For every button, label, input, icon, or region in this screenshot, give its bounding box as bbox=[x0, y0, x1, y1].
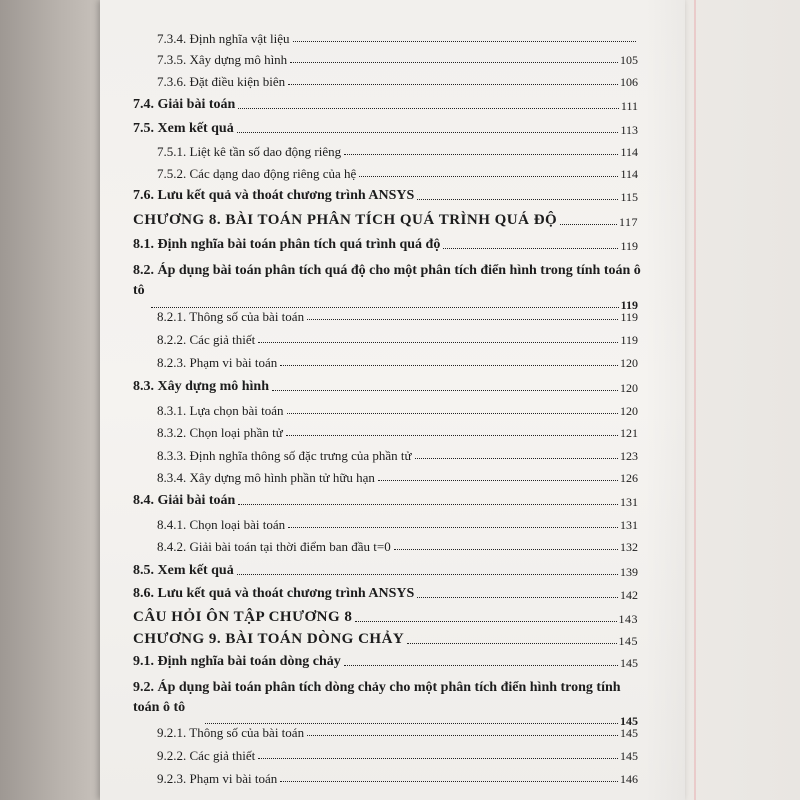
toc-entry bbox=[133, 587, 638, 601]
dot-leader bbox=[344, 154, 618, 155]
toc-page-number: 126 bbox=[620, 471, 638, 485]
toc-page-number: 142 bbox=[620, 588, 638, 602]
toc-entry bbox=[157, 772, 638, 785]
dot-leader bbox=[415, 458, 618, 459]
dot-leader bbox=[417, 597, 618, 598]
toc-page-number: 119 bbox=[620, 333, 638, 347]
dot-leader bbox=[238, 108, 619, 109]
toc-entry-label: 9.2.1. Thông số của bài toán bbox=[157, 725, 305, 740]
toc-entry-label: 9.2.2. Các giả thiết bbox=[157, 748, 256, 763]
toc-chapter-entry bbox=[133, 610, 638, 625]
toc-entry-label: 7.4. Giải bài toán bbox=[133, 97, 236, 112]
toc-page-number: 117 bbox=[618, 215, 638, 229]
dot-leader bbox=[355, 621, 616, 622]
background-right bbox=[680, 0, 800, 800]
dot-leader bbox=[272, 390, 618, 391]
toc-entry-label: 7.5.2. Các dạng dao động riêng của hệ bbox=[157, 166, 357, 181]
toc-entry-label: 7.5.1. Liệt kê tần số dao động riêng bbox=[157, 144, 342, 159]
dot-leader bbox=[417, 199, 618, 200]
toc-entry-label: 8.4.2. Giải bài toán tại thời điểm ban đầu t=0 bbox=[157, 539, 391, 554]
toc-entry bbox=[157, 75, 638, 88]
toc-entry bbox=[133, 189, 638, 203]
toc-entry bbox=[157, 471, 638, 484]
toc-page-number: 119 bbox=[620, 239, 638, 253]
toc-entry-label: 8.6. Lưu kết quả và thoát chương trình ANSYS bbox=[133, 586, 415, 601]
toc-page-number: 119 bbox=[620, 310, 638, 324]
toc-entry-label: 8.4. Giải bài toán bbox=[133, 493, 236, 508]
toc-page-number: 105 bbox=[620, 53, 638, 67]
toc-page-number: 114 bbox=[620, 145, 638, 159]
toc-entry-label: 9.2.3. Phạm vi bài toán bbox=[157, 771, 278, 786]
toc-entry bbox=[157, 53, 638, 66]
toc-entry bbox=[133, 564, 638, 578]
dot-leader bbox=[288, 84, 618, 85]
toc-entry-wrapped bbox=[133, 681, 638, 727]
toc-entry bbox=[157, 145, 638, 158]
background-left bbox=[0, 0, 100, 800]
dot-leader bbox=[258, 342, 618, 343]
toc-page-number: 146 bbox=[620, 772, 638, 786]
toc-entry bbox=[157, 426, 638, 439]
toc-entry bbox=[133, 122, 638, 136]
toc-page-number: 139 bbox=[620, 565, 638, 579]
toc-entry bbox=[157, 356, 638, 369]
dot-leader bbox=[280, 365, 618, 366]
book-page bbox=[100, 0, 685, 800]
toc-entry-label: CHƯƠNG 8. BÀI TOÁN PHÂN TÍCH QUÁ TRÌNH QUÁ ĐỘ bbox=[133, 212, 558, 228]
toc-entry bbox=[133, 98, 638, 112]
toc-page-number: 145 bbox=[620, 749, 638, 763]
toc-entry-label: 8.3.3. Định nghĩa thông số đặc trưng của phần tử bbox=[157, 448, 412, 463]
dot-leader bbox=[307, 735, 618, 736]
toc-entry-label: 8.1. Định nghĩa bài toán phân tích quá trình quá độ bbox=[133, 237, 441, 252]
toc-entry bbox=[157, 32, 638, 45]
dot-leader bbox=[238, 504, 618, 505]
toc-entry-label: CÂU HỎI ÔN TẬP CHƯƠNG 8 bbox=[133, 609, 353, 625]
toc-entry-wrapped bbox=[133, 263, 641, 312]
dot-leader bbox=[359, 176, 618, 177]
toc-entry-label-continued: toán ô tô bbox=[133, 700, 186, 715]
toc-page-number: 115 bbox=[620, 190, 638, 204]
toc-page-number: 145 bbox=[618, 634, 638, 648]
toc-entry-label: 8.5. Xem kết quả bbox=[133, 563, 234, 578]
dot-leader bbox=[290, 62, 618, 63]
toc-page-number: 114 bbox=[620, 167, 638, 181]
toc-entry bbox=[133, 655, 638, 669]
toc-entry-label: 7.6. Lưu kết quả và thoát chương trình ANSYS bbox=[133, 188, 415, 203]
dot-leader bbox=[280, 781, 618, 782]
toc-entry bbox=[157, 404, 638, 417]
dot-leader bbox=[258, 758, 618, 759]
dot-leader bbox=[307, 319, 618, 320]
toc-page-number: 120 bbox=[620, 381, 638, 395]
toc-entry bbox=[157, 540, 638, 553]
table-of-contents bbox=[100, 0, 685, 800]
toc-page-number: 106 bbox=[620, 75, 638, 89]
dot-leader bbox=[288, 527, 618, 528]
toc-entry-label: 7.3.6. Đặt điều kiện biên bbox=[157, 74, 286, 89]
toc-page-number: 111 bbox=[620, 99, 638, 113]
toc-entry-label: 7.3.5. Xây dựng mô hình bbox=[157, 52, 288, 67]
toc-entry bbox=[157, 449, 638, 462]
toc-page-number: 119 bbox=[620, 298, 638, 312]
toc-chapter-entry bbox=[133, 632, 638, 647]
toc-entry-label: 8.2. Áp dụng bài toán phân tích quá độ cho một phân tích điển hình trong tính toán ô bbox=[133, 263, 641, 278]
toc-entry-label: 8.3.2. Chọn loại phần tử bbox=[157, 425, 283, 440]
dot-leader bbox=[287, 413, 618, 414]
toc-entry bbox=[133, 380, 638, 394]
toc-page-number: 120 bbox=[620, 356, 638, 370]
toc-page-number: 123 bbox=[620, 449, 638, 463]
toc-entry-label: 8.2.3. Phạm vi bài toán bbox=[157, 355, 278, 370]
toc-entry-label: 8.3.4. Xây dựng mô hình phần tử hữu hạn bbox=[157, 470, 375, 485]
dot-leader bbox=[560, 224, 617, 225]
toc-entry bbox=[133, 238, 638, 252]
toc-entry bbox=[157, 310, 638, 323]
toc-entry-label: 8.3.1. Lựa chọn bài toán bbox=[157, 403, 284, 418]
toc-entry-label: 8.3. Xây dựng mô hình bbox=[133, 379, 269, 394]
toc-chapter-entry bbox=[133, 213, 638, 228]
toc-page-number: 120 bbox=[620, 404, 638, 418]
toc-entry bbox=[133, 494, 638, 508]
toc-entry-label: 7.5. Xem kết quả bbox=[133, 121, 234, 136]
toc-page-number: 131 bbox=[620, 495, 638, 509]
dot-leader bbox=[293, 41, 636, 42]
toc-entry-label: 8.2.2. Các giả thiết bbox=[157, 332, 256, 347]
toc-entry bbox=[157, 749, 638, 762]
dot-leader bbox=[443, 248, 618, 249]
dot-leader bbox=[237, 574, 618, 575]
toc-page-number: 143 bbox=[618, 612, 638, 626]
dot-leader bbox=[237, 132, 619, 133]
toc-page-number: 145 bbox=[620, 714, 638, 728]
toc-page-number: 145 bbox=[620, 726, 638, 740]
toc-page-number: 131 bbox=[620, 518, 638, 532]
toc-entry-label: 9.2. Áp dụng bài toán phân tích dòng chảy cho một phân tích điển hình trong tính bbox=[133, 680, 621, 695]
toc-page-number: 132 bbox=[620, 540, 638, 554]
toc-entry-label: 8.2.1. Thông số của bài toán bbox=[157, 309, 305, 324]
toc-entry-label: CHƯƠNG 9. BÀI TOÁN DÒNG CHẢY bbox=[133, 631, 405, 647]
toc-entry bbox=[157, 518, 638, 531]
toc-page-number: 121 bbox=[620, 426, 638, 440]
toc-entry-label: 7.3.4. Định nghĩa vật liệu bbox=[157, 31, 290, 46]
dot-leader bbox=[407, 643, 616, 644]
toc-entry bbox=[157, 167, 638, 180]
toc-entry-label: 8.4.1. Chọn loại bài toán bbox=[157, 517, 286, 532]
dot-leader bbox=[344, 665, 618, 666]
toc-entry-label: 9.1. Định nghĩa bài toán dòng chảy bbox=[133, 654, 341, 669]
toc-entry bbox=[157, 726, 638, 739]
toc-entry-label-continued: tô bbox=[133, 283, 145, 298]
dot-leader bbox=[394, 549, 618, 550]
toc-page-number: 145 bbox=[620, 656, 638, 670]
dot-leader bbox=[286, 435, 618, 436]
dot-leader bbox=[205, 723, 618, 724]
dot-leader bbox=[378, 480, 618, 481]
toc-entry bbox=[157, 333, 638, 346]
dot-leader bbox=[151, 307, 619, 308]
toc-page-number: 113 bbox=[620, 123, 638, 137]
